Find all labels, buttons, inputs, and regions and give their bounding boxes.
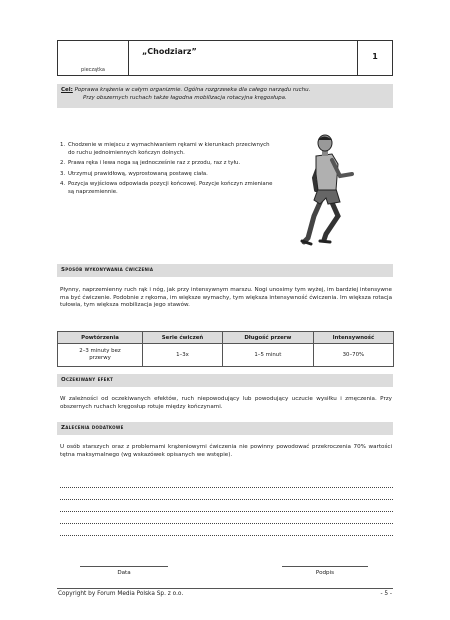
table-header-row	[58, 332, 394, 344]
section-heading-method: Sposób wykonywania ćwiczenia	[57, 264, 393, 277]
shorts	[314, 189, 340, 204]
method-text: Płynny, naprzemienny ruch rąk i nóg, jak przy intensywnym marszu. Nogi unosimy tym wyżej, im bardziej intensywne ma być ćwiczenie. Podobnie z rękoma, im większe wymachy, tym większa intensywność ćwiczenia. Im większa rotacja tułowia, tym większa mobilizacja jego stawów.	[60, 287, 392, 309]
step-item	[60, 181, 275, 196]
step-item	[60, 160, 275, 168]
step-text: Utrzymuj prawidłową, wyprostowaną postawę ciała.	[68, 170, 208, 177]
goal-line-2: Przy obszernych ruchach także łagodna mobilizacja rotacyjna kręgosłupa.	[83, 95, 287, 101]
front-foot	[320, 241, 330, 242]
table-cell: 1–3x	[143, 344, 223, 367]
steps-list	[60, 142, 275, 199]
table-header-cell: Serie ćwiczeń	[143, 332, 223, 344]
step-text: Chodzenie w miejscu z wymachiwaniem rękami w kierunkach przeciwnych do ruchu jednoimiennych kończyn dolnych.	[68, 142, 270, 156]
goal-line-1: Poprawa krążenia w całym organizmie. Ogólna rozgrzewka dla całego narządu ruchu.	[74, 87, 311, 93]
walking-man-figure-icon	[292, 134, 372, 249]
step-item	[60, 171, 275, 179]
writing-line[interactable]	[60, 499, 393, 500]
table-cell	[58, 344, 143, 367]
stamp-cell	[58, 41, 129, 75]
table-cell-text: 2–3 minuty bez przerwy	[79, 348, 121, 361]
section-heading-effect: Oczekiwany efekt	[57, 374, 393, 387]
signature-label: Podpis	[315, 570, 335, 576]
table-cell: 30–70%	[313, 344, 393, 367]
writing-line[interactable]	[60, 511, 393, 512]
step-number: 3.	[60, 170, 66, 177]
step-number: 1.	[60, 142, 66, 148]
table-header-cell: Długość przerw	[223, 332, 314, 344]
goal-box	[57, 84, 393, 108]
step-number: 2.	[60, 160, 66, 166]
signature-line[interactable]	[282, 566, 368, 567]
shirt	[316, 154, 338, 190]
step-number: 4.	[60, 181, 66, 187]
step-text: Pozycja wyjściowa odpowiada pozycji końcowej. Pozycje kończyn zmieniane są naprzemiennie.	[68, 181, 273, 195]
footer-copyright: Copyright by Forum Media Polska Sp. z o.o.	[58, 591, 184, 597]
exercise-number-cell	[357, 41, 392, 75]
step-item	[60, 142, 275, 157]
date-label: Data	[117, 570, 131, 576]
step-text: Prawa ręka i lewa noga są jednocześnie raz z przodu, raz z tyłu.	[68, 160, 241, 166]
footer-page-number: - 5 -	[380, 591, 392, 597]
parameters-table	[57, 331, 394, 367]
effect-text: W zależności od oczekiwanych efektów, ruch niepowodujący lub powodujący uczucie wysiłku i zmęczenia. Przy obszernych ruchach kręgosłup rotuje między kończynami.	[60, 396, 392, 410]
table-header-cell: Intensywność	[313, 332, 393, 344]
goal-label: Cel:	[61, 87, 73, 93]
footer-rule	[57, 588, 393, 589]
exercise-header	[57, 40, 393, 76]
exercise-number: 1	[372, 52, 378, 61]
table-row	[58, 344, 394, 367]
writing-line[interactable]	[60, 487, 393, 488]
stamp-label: pieczątka	[81, 67, 105, 73]
date-line[interactable]	[80, 566, 168, 567]
writing-line[interactable]	[60, 523, 393, 524]
front-leg	[324, 198, 338, 240]
table-cell: 1–5 minut	[223, 344, 314, 367]
recommendations-text: U osób starszych oraz z problemami krążeniowymi ćwiczenia nie powinny powodować przekroczenia 70% wartości tętna maksymalnego (wg wskazówek opisanych we wstępie).	[60, 444, 392, 458]
writing-line[interactable]	[60, 535, 393, 536]
table-header-cell: Powtórzenia	[58, 332, 143, 344]
section-heading-recommendations: Zalecenia dodatkowe	[57, 422, 393, 435]
exercise-title: „Chodziarz”	[142, 47, 197, 56]
back-leg	[304, 198, 322, 242]
